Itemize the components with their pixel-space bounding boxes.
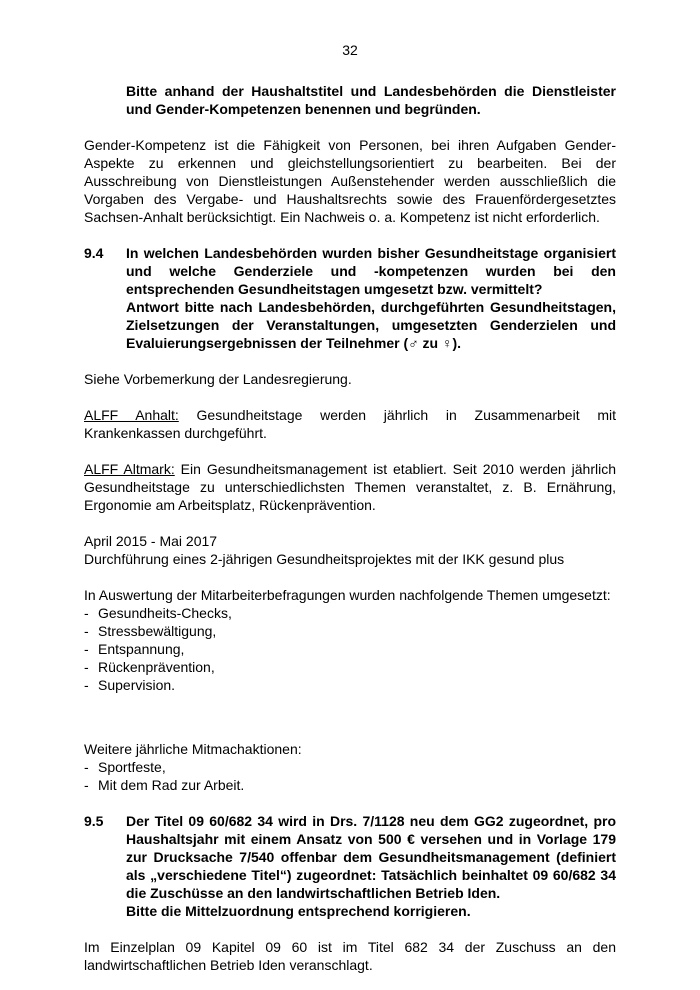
topics-list <box>84 604 616 694</box>
list-item: - Entspannung, <box>84 641 185 657</box>
question-body <box>126 812 616 920</box>
alff-altmark-paragraph <box>84 460 616 514</box>
dash-bullet: - <box>84 605 89 621</box>
remark: Siehe Vorbemerkung der Landesregierung. <box>84 371 352 387</box>
dash-bullet: - <box>84 623 89 639</box>
dash-bullet: - <box>84 641 89 657</box>
question-number: 9.5 <box>84 813 104 829</box>
dash-bullet: - <box>84 659 89 675</box>
alff-anhalt-text: Gesundheitstage werden jährlich in Zusammenarbeit mit Krankenkassen durchgeführt. <box>84 407 617 441</box>
answer-gender-competence: Gender-Kompetenz ist die Fähigkeit von Personen, bei ihren Aufgaben Gender-Aspekte zu erkennen und gleichstellungsorientiert zu bearbeiten. Bei der Ausschreibung von Dienstleistungen Außenstehender werden ausschließlich die Vorgaben des Vergabe- und Haushaltsrechts sowie des Frauenfördergesetztes Sachsen-Anhalt berücksichtigt. Ein Nachweis o. a. Kompetenz ist nicht erforderlich. <box>84 137 616 225</box>
list-item: - Sportfeste, <box>84 759 166 775</box>
actions-intro: Weitere jährliche Mitmachaktionen: <box>84 741 302 757</box>
dash-bullet: - <box>84 759 89 775</box>
dash-bullet: - <box>84 677 89 693</box>
question-9-4 <box>84 244 616 352</box>
topics-intro: In Auswertung der Mitarbeiterbefragungen wurden nachfolgende Themen umgesetzt: <box>84 587 611 603</box>
page-number: 32 <box>342 42 358 58</box>
list-item: - Stressbewältigung, <box>84 623 217 639</box>
alff-anhalt-label: ALFF Anhalt: <box>84 407 179 423</box>
list-item: - Rückenprävention, <box>84 659 215 675</box>
question-body <box>126 244 616 352</box>
list-item: - Supervision. <box>84 677 176 693</box>
question-9-5 <box>84 812 616 920</box>
intro-question: Bitte anhand der Haushaltstitel und Landesbehörden die Dienstleister und Gender-Kompetenzen benennen und begründen. <box>126 83 616 117</box>
project-period: April 2015 - Mai 2017 <box>84 533 218 549</box>
alff-altmark-text: Ein Gesundheitsmanagement ist etabliert. Seit 2010 werden jährlich Gesundheitstage zu unterschiedlichsten Themen veranstaltet, z. B. Ernährung, Ergonomie am Arbeitsplatz, Rückenprävention. <box>84 461 616 513</box>
alff-anhalt-paragraph <box>84 406 616 442</box>
question-text: Der Titel 09 60/682 34 wird in Drs. 7/1128 neu dem GG2 zugeordnet, pro Haushaltsjahr mit einem Ansatz von 500 € versehen und in Vorlage 179 zur Drucksache 7/540 offenbar dem Gesundheitsmanagement (definiert als „verschiedene Titel“) zugeordnet: Tatsächlich beinhaltet 09 60/682 34 die Zuschüsse an den landwirtschaftlichen Betrieb Iden. <box>126 813 616 901</box>
question-request: Bitte die Mittelzuordnung entsprechend korrigieren. <box>126 903 471 919</box>
dash-bullet: - <box>84 777 89 793</box>
question-text: In welchen Landesbehörden wurden bisher Gesundheitstage organisiert und welche Genderziele und -kompetenzen wurden bei den entsprechenden Gesundheitstagen umgesetzt bzw. vermittelt? <box>126 245 616 297</box>
question-request: Antwort bitte nach Landesbehörden, durchgeführten Gesundheitstagen, Zielsetzungen der Veranstaltungen, umgesetzten Genderzielen und Evaluierungsergebnissen der Teilnehmer (♂ zu ♀). <box>126 299 616 351</box>
page-content <box>84 82 616 974</box>
alff-altmark-label: ALFF Altmark: <box>84 461 175 477</box>
answer-9-5: Im Einzelplan 09 Kapitel 09 60 ist im Titel 682 34 der Zuschuss an den landwirtschaftlichen Betrieb Iden veranschlagt. <box>84 939 616 973</box>
list-item: - Gesundheits-Checks, <box>84 605 232 621</box>
question-number: 9.4 <box>84 245 104 261</box>
actions-list <box>84 758 616 794</box>
list-item: - Mit dem Rad zur Arbeit. <box>84 777 245 793</box>
project-text: Durchführung eines 2-jährigen Gesundheitsprojektes mit der IKK gesund plus <box>84 551 565 567</box>
